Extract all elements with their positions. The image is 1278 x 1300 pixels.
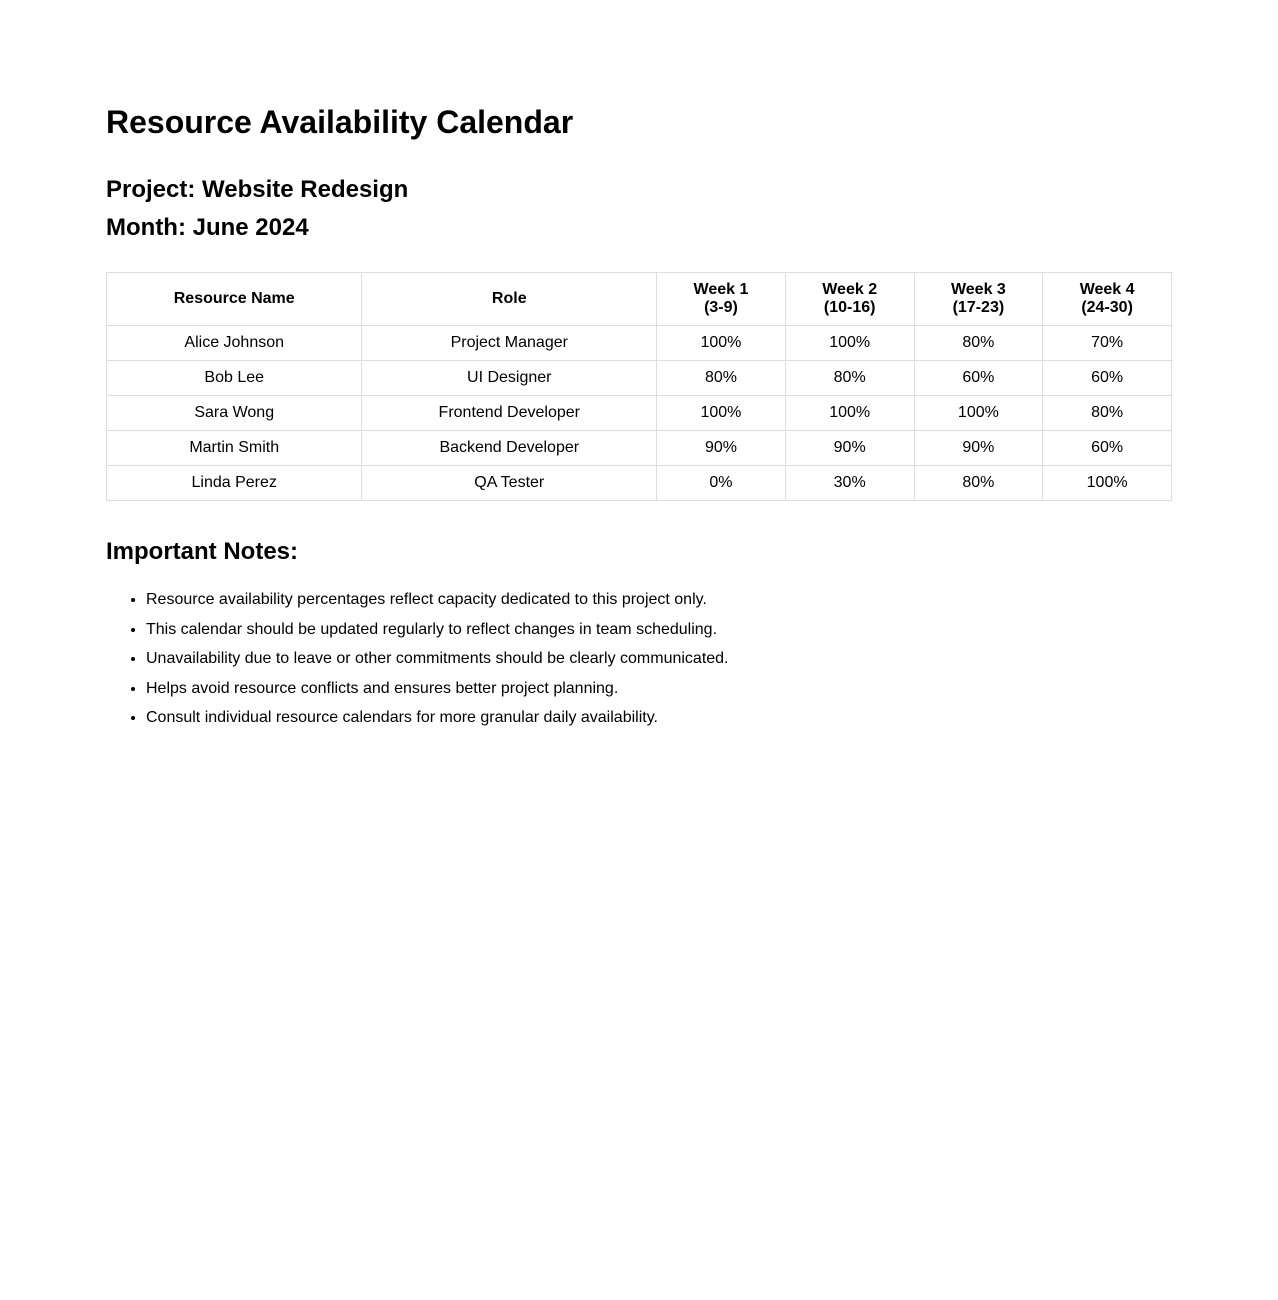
header-week-4-label: Week 4 xyxy=(1079,281,1135,298)
header-week-4-range: (24-30) xyxy=(1081,299,1133,316)
cell-resource-name: Bob Lee xyxy=(107,361,362,396)
header-week-4 xyxy=(1043,273,1172,326)
cell-week-4: 80% xyxy=(1043,396,1172,431)
cell-role: Frontend Developer xyxy=(362,396,657,431)
cell-week-2: 90% xyxy=(785,431,914,466)
list-item: • Unavailability due to leave or other commitments should be clearly communicated. xyxy=(146,649,1172,668)
header-week-3-range: (17-23) xyxy=(952,299,1005,316)
cell-week-2: 30% xyxy=(785,466,914,501)
cell-week-4: 60% xyxy=(1043,431,1172,466)
cell-week-2: 80% xyxy=(785,361,914,396)
cell-week-4: 70% xyxy=(1043,326,1172,361)
cell-role: QA Tester xyxy=(362,466,657,501)
table-header-row xyxy=(107,273,1172,326)
header-resource-name: Resource Name xyxy=(107,273,362,326)
cell-week-4: 60% xyxy=(1043,361,1172,396)
header-week-2-label: Week 2 xyxy=(822,281,878,298)
cell-week-3: 80% xyxy=(914,326,1043,361)
cell-week-1: 80% xyxy=(657,361,786,396)
notes-heading: Important Notes: xyxy=(106,538,298,565)
header-week-3-label: Week 3 xyxy=(950,281,1006,298)
cell-week-2: 100% xyxy=(785,326,914,361)
header-week-2 xyxy=(785,273,914,326)
cell-role: UI Designer xyxy=(362,361,657,396)
header-role: Role xyxy=(362,273,657,326)
list-item: • Resource availability percentages reflect capacity dedicated to this project only. xyxy=(146,590,1172,609)
cell-resource-name: Sara Wong xyxy=(107,396,362,431)
cell-role: Project Manager xyxy=(362,326,657,361)
cell-week-2: 100% xyxy=(785,396,914,431)
cell-week-1: 90% xyxy=(657,431,786,466)
cell-week-3: 90% xyxy=(914,431,1043,466)
availability-table xyxy=(106,272,1172,501)
header-week-3 xyxy=(914,273,1043,326)
month-heading: Month: June 2024 xyxy=(106,214,309,241)
table-row xyxy=(107,466,1172,501)
cell-week-1: 0% xyxy=(657,466,786,501)
list-item: • Consult individual resource calendars for more granular daily availability. xyxy=(146,708,1172,727)
table-row xyxy=(107,326,1172,361)
cell-week-3: 100% xyxy=(914,396,1043,431)
page-title: Resource Availability Calendar xyxy=(106,104,574,140)
cell-week-3: 80% xyxy=(914,466,1043,501)
list-item: • Helps avoid resource conflicts and ensures better project planning. xyxy=(146,679,1172,698)
header-week-1-label: Week 1 xyxy=(693,281,749,298)
cell-week-3: 60% xyxy=(914,361,1043,396)
project-heading: Project: Website Redesign xyxy=(106,176,409,203)
list-item: • This calendar should be updated regularly to reflect changes in team scheduling. xyxy=(146,620,1172,639)
cell-week-1: 100% xyxy=(657,326,786,361)
cell-week-4: 100% xyxy=(1043,466,1172,501)
notes-list xyxy=(106,590,1172,727)
cell-resource-name: Martin Smith xyxy=(107,431,362,466)
cell-resource-name: Alice Johnson xyxy=(107,326,362,361)
cell-role: Backend Developer xyxy=(362,431,657,466)
header-week-1 xyxy=(657,273,786,326)
table-row xyxy=(107,396,1172,431)
cell-resource-name: Linda Perez xyxy=(107,466,362,501)
cell-week-1: 100% xyxy=(657,396,786,431)
header-week-2-range: (10-16) xyxy=(823,299,876,316)
header-week-1-range: (3-9) xyxy=(704,299,738,316)
table-row xyxy=(107,431,1172,466)
table-row xyxy=(107,361,1172,396)
